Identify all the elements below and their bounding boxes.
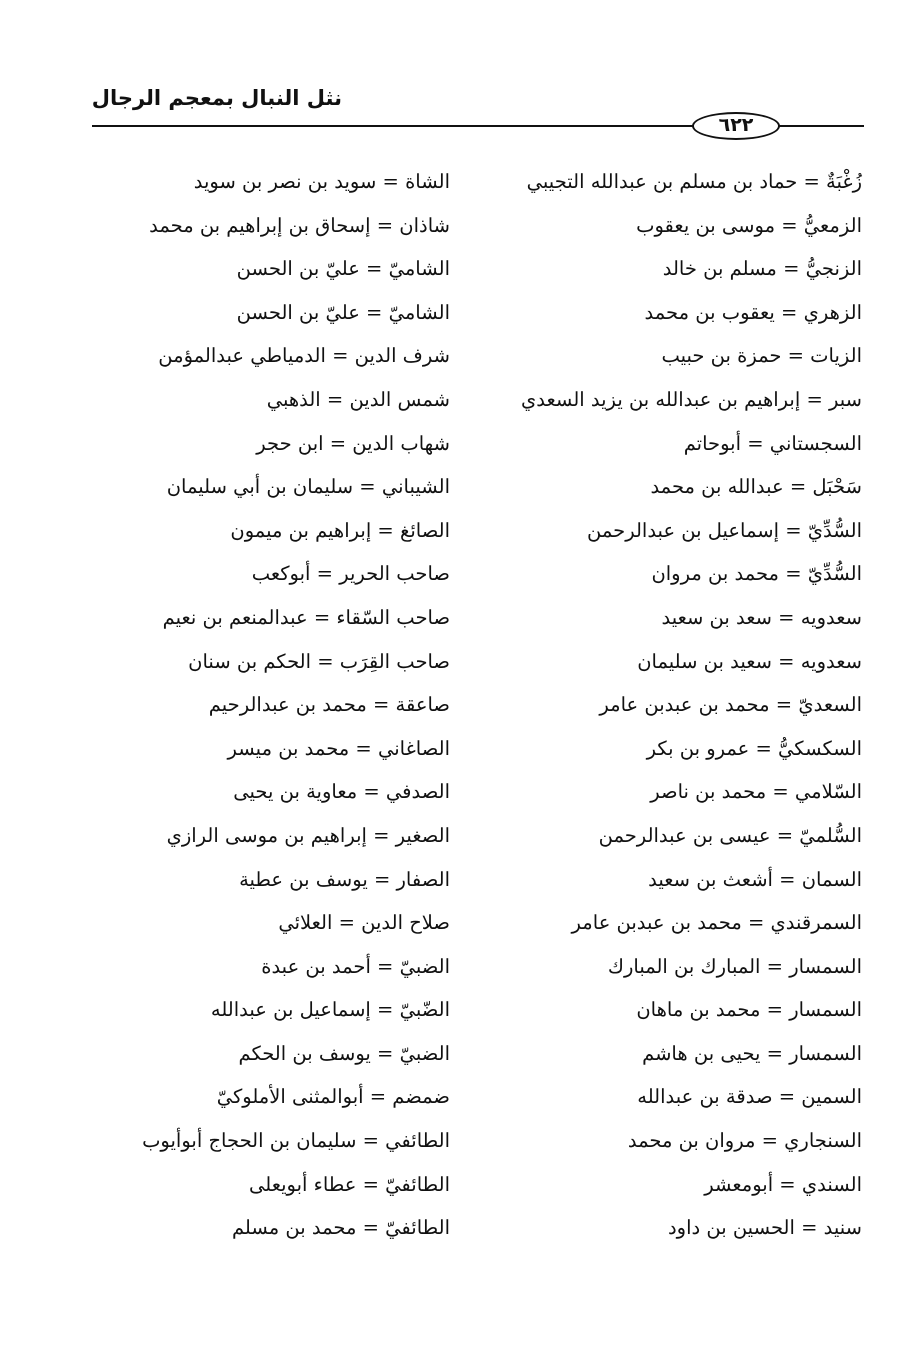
entry: السمسار = محمد بن ماهان [636, 998, 862, 1022]
entry: الطائفيّ = عطاء أبويعلى [249, 1172, 450, 1196]
entry: الزمعيُّ = موسى بن يعقوب [636, 213, 862, 237]
entry: شاذان = إسحاق بن إبراهيم بن محمد [149, 213, 450, 237]
entry: صاحب القِرَب = الحكم بن سنان [188, 649, 450, 673]
entry: الطائفيّ = محمد بن مسلم [231, 1216, 450, 1240]
entry: شرف الدين = الدمياطي عبدالمؤمن [158, 344, 450, 368]
entry: زُغْبَةٌ = حماد بن مسلم بن عبدالله التجيبي [526, 170, 862, 193]
entry: السمرقندي = محمد بن عبدبن عامر [571, 911, 862, 935]
entry: الضبيّ = أحمد بن عبدة [261, 954, 450, 978]
entry: السُّدِّيّ = إسماعيل بن عبدالرحمن [587, 518, 862, 542]
entry: السنجاري = مروان بن محمد [627, 1129, 862, 1153]
entry: سعدويه = سعد بن سعيد [661, 605, 862, 629]
entry: صلاح الدين = العلائي [278, 911, 450, 935]
entry: السمسار = المبارك بن المبارك [607, 954, 862, 978]
entries-column-right [502, 160, 862, 1250]
entry: صاحب السّقاء = عبدالمنعم بن نعيم [162, 605, 450, 629]
entry: السجستاني = أبوحاتم [683, 431, 862, 455]
entry: صاحب الحرير = أبوكعب [251, 562, 450, 586]
entry: السُّدِّيّ = محمد بن مروان [651, 562, 862, 586]
entry: السُّلميّ = عيسى بن عبدالرحمن [598, 823, 862, 847]
entry: السمين = صدقة بن عبدالله [637, 1085, 862, 1109]
entry: الضبيّ = يوسف بن الحكم [238, 1041, 450, 1065]
entry: الزهري = يعقوب بن محمد [644, 300, 862, 324]
entry: سعدويه = سعيد بن سليمان [637, 649, 862, 673]
entry: السندي = أبومعشر [704, 1172, 862, 1196]
running-header-title: نثل النبال بمعجم الرجال [91, 86, 342, 110]
entry: الصفار = يوسف بن عطية [239, 867, 450, 891]
entry: الطائفي = سليمان بن الحجاج أبوأيوب [142, 1129, 450, 1153]
entry: السمسار = يحيى بن هاشم [642, 1041, 862, 1065]
entry: صاعقة = محمد بن عبدالرحيم [208, 693, 450, 717]
entry: السمان = أشعث بن سعيد [648, 867, 862, 891]
entry: السكسكيُّ = عمرو بن بكر [646, 736, 862, 760]
entry: الزيات = حمزة بن حبيب [661, 344, 862, 368]
entry: الصائغ = إبراهيم بن ميمون [230, 518, 450, 542]
entry: السّلامي = محمد بن ناصر [650, 780, 862, 804]
entry: الشيباني = سليمان بن أبي سليمان [166, 475, 450, 499]
entry: شهاب الدين = ابن حجر [256, 431, 450, 455]
entry: الضّبيّ = إسماعيل بن عبدالله [210, 998, 450, 1022]
page-number-badge: ٦٢٢ [692, 112, 780, 140]
entry: الصغير = إبراهيم بن موسى الرازي [166, 823, 450, 847]
entry: الشاميّ = عليّ بن الحسن [236, 257, 450, 281]
entry: الصدفي = معاوية بن يحيى [233, 780, 450, 804]
entry: الشاميّ = عليّ بن الحسن [236, 300, 450, 324]
entry: ضمضم = أبوالمثنى الأملوكيّ [216, 1085, 450, 1109]
entry: شمس الدين = الذهبي [266, 387, 450, 411]
entry: الصاغاني = محمد بن ميسر [227, 736, 450, 760]
entry: الشاة = سويد بن نصر بن سويد [193, 170, 450, 193]
entries-column-left [80, 160, 450, 1250]
entry: سبر = إبراهيم بن عبدالله بن يزيد السعدي [521, 387, 862, 411]
entry: السعديّ = محمد بن عبدبن عامر [599, 693, 862, 717]
entry: سنيد = الحسين بن داود [667, 1216, 862, 1240]
entry: سَحْبَل = عبدالله بن محمد [650, 475, 862, 499]
entry: الزنجيُّ = مسلم بن خالد [662, 257, 862, 281]
